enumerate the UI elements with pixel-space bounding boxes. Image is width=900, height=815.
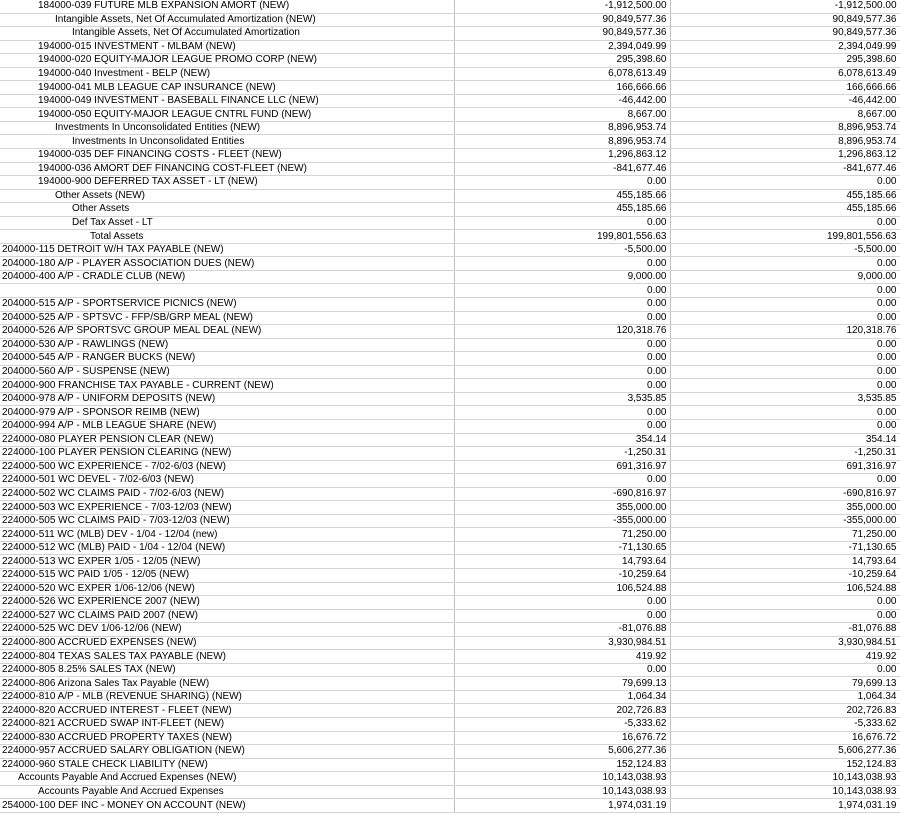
- amount-cell-col2[interactable]: 152,124.83: [670, 758, 900, 772]
- amount-cell-col2[interactable]: 8,896,953.74: [670, 121, 900, 135]
- amount-cell-col1[interactable]: -46,442.00: [454, 94, 670, 108]
- account-label-cell[interactable]: 204000-560 A/P - SUSPENSE (NEW): [0, 365, 454, 379]
- amount-cell-col1[interactable]: 0.00: [454, 298, 670, 312]
- amount-cell-col2[interactable]: 90,849,577.36: [670, 27, 900, 41]
- account-label-cell[interactable]: Other Assets (NEW): [0, 189, 454, 203]
- amount-cell-col2[interactable]: 79,699.13: [670, 677, 900, 691]
- amount-cell-col2[interactable]: 691,316.97: [670, 460, 900, 474]
- account-label-cell[interactable]: 224000-800 ACCRUED EXPENSES (NEW): [0, 636, 454, 650]
- amount-cell-col2[interactable]: 0.00: [670, 257, 900, 271]
- table-row[interactable]: [0, 460, 900, 474]
- amount-cell-col2[interactable]: 10,143,038.93: [670, 772, 900, 786]
- amount-cell-col1[interactable]: 0.00: [454, 352, 670, 366]
- account-label-cell[interactable]: 224000-501 WC DEVEL - 7/02-6/03 (NEW): [0, 474, 454, 488]
- table-row[interactable]: [0, 0, 900, 13]
- account-label-cell[interactable]: 194000-900 DEFERRED TAX ASSET - LT (NEW): [0, 176, 454, 190]
- amount-cell-col1[interactable]: 3,535.85: [454, 392, 670, 406]
- table-row[interactable]: [0, 176, 900, 190]
- table-row[interactable]: [0, 216, 900, 230]
- amount-cell-col1[interactable]: 355,000.00: [454, 501, 670, 515]
- account-label-cell[interactable]: 224000-960 STALE CHECK LIABILITY (NEW): [0, 758, 454, 772]
- table-row[interactable]: [0, 270, 900, 284]
- account-label-cell[interactable]: 204000-515 A/P - SPORTSERVICE PICNICS (NEW): [0, 298, 454, 312]
- table-row[interactable]: [0, 392, 900, 406]
- account-label-cell[interactable]: 194000-020 EQUITY-MAJOR LEAGUE PROMO CORP (NEW): [0, 54, 454, 68]
- amount-cell-col2[interactable]: 0.00: [670, 663, 900, 677]
- amount-cell-col1[interactable]: 419.92: [454, 650, 670, 664]
- amount-cell-col2[interactable]: 2,394,049.99: [670, 40, 900, 54]
- amount-cell-col2[interactable]: 419.92: [670, 650, 900, 664]
- account-label-cell[interactable]: Intangible Assets, Net Of Accumulated Amortization (NEW): [0, 13, 454, 27]
- account-label-cell[interactable]: 194000-049 INVESTMENT - BASEBALL FINANCE LLC (NEW): [0, 94, 454, 108]
- table-row[interactable]: [0, 799, 900, 813]
- table-row[interactable]: [0, 121, 900, 135]
- account-label-cell[interactable]: 224000-500 WC EXPERIENCE - 7/02-6/03 (NEW): [0, 460, 454, 474]
- amount-cell-col2[interactable]: -10,259.64: [670, 568, 900, 582]
- amount-cell-col1[interactable]: -5,500.00: [454, 243, 670, 257]
- table-row[interactable]: [0, 81, 900, 95]
- account-label-cell[interactable]: 224000-505 WC CLAIMS PAID - 7/03-12/03 (NEW): [0, 514, 454, 528]
- amount-cell-col2[interactable]: 16,676.72: [670, 731, 900, 745]
- table-row[interactable]: [0, 650, 900, 664]
- table-row[interactable]: [0, 284, 900, 298]
- amount-cell-col1[interactable]: 0.00: [454, 216, 670, 230]
- account-label-cell[interactable]: 204000-400 A/P - CRADLE CLUB (NEW): [0, 270, 454, 284]
- table-row[interactable]: [0, 447, 900, 461]
- account-label-cell[interactable]: 224000-502 WC CLAIMS PAID - 7/02-6/03 (NEW): [0, 487, 454, 501]
- amount-cell-col2[interactable]: 354.14: [670, 433, 900, 447]
- amount-cell-col2[interactable]: 3,535.85: [670, 392, 900, 406]
- table-row[interactable]: [0, 27, 900, 41]
- table-row[interactable]: [0, 541, 900, 555]
- amount-cell-col2[interactable]: 9,000.00: [670, 270, 900, 284]
- amount-cell-col2[interactable]: 1,296,863.12: [670, 149, 900, 163]
- account-label-cell[interactable]: 204000-978 A/P - UNIFORM DEPOSITS (NEW): [0, 392, 454, 406]
- table-row[interactable]: [0, 501, 900, 515]
- table-row[interactable]: [0, 54, 900, 68]
- amount-cell-col1[interactable]: 8,896,953.74: [454, 121, 670, 135]
- amount-cell-col1[interactable]: -1,250.31: [454, 447, 670, 461]
- amount-cell-col1[interactable]: 455,185.66: [454, 189, 670, 203]
- amount-cell-col1[interactable]: -690,816.97: [454, 487, 670, 501]
- table-row[interactable]: [0, 514, 900, 528]
- amount-cell-col1[interactable]: 0.00: [454, 419, 670, 433]
- account-label-cell[interactable]: 204000-525 A/P - SPTSVC - FFP/SB/GRP MEAL (NEW): [0, 311, 454, 325]
- account-label-cell[interactable]: 224000-957 ACCRUED SALARY OBLIGATION (NEW): [0, 745, 454, 759]
- table-row[interactable]: [0, 257, 900, 271]
- amount-cell-col1[interactable]: 1,064.34: [454, 690, 670, 704]
- table-row[interactable]: [0, 636, 900, 650]
- amount-cell-col2[interactable]: 0.00: [670, 176, 900, 190]
- account-label-cell[interactable]: 224000-821 ACCRUED SWAP INT-FLEET (NEW): [0, 717, 454, 731]
- table-row[interactable]: [0, 704, 900, 718]
- table-row[interactable]: [0, 352, 900, 366]
- table-row[interactable]: [0, 433, 900, 447]
- table-row[interactable]: [0, 149, 900, 163]
- amount-cell-col2[interactable]: 8,896,953.74: [670, 135, 900, 149]
- amount-cell-col2[interactable]: -71,130.65: [670, 541, 900, 555]
- table-row[interactable]: [0, 623, 900, 637]
- amount-cell-col2[interactable]: -5,333.62: [670, 717, 900, 731]
- table-row[interactable]: [0, 596, 900, 610]
- amount-cell-col1[interactable]: 0.00: [454, 311, 670, 325]
- account-label-cell[interactable]: 224000-830 ACCRUED PROPERTY TAXES (NEW): [0, 731, 454, 745]
- table-row[interactable]: [0, 609, 900, 623]
- amount-cell-col1[interactable]: 199,801,556.63: [454, 230, 670, 244]
- amount-cell-col2[interactable]: 8,667.00: [670, 108, 900, 122]
- amount-cell-col1[interactable]: 0.00: [454, 338, 670, 352]
- amount-cell-col2[interactable]: -355,000.00: [670, 514, 900, 528]
- account-label-cell[interactable]: 194000-050 EQUITY-MAJOR LEAGUE CNTRL FUND (NEW): [0, 108, 454, 122]
- account-label-cell[interactable]: 224000-080 PLAYER PENSION CLEAR (NEW): [0, 433, 454, 447]
- account-label-cell[interactable]: 204000-180 A/P - PLAYER ASSOCIATION DUES (NEW): [0, 257, 454, 271]
- account-label-cell[interactable]: Investments In Unconsolidated Entities: [0, 135, 454, 149]
- amount-cell-col1[interactable]: 10,143,038.93: [454, 785, 670, 799]
- account-label-cell[interactable]: 194000-040 Investment - BELP (NEW): [0, 67, 454, 81]
- amount-cell-col1[interactable]: 0.00: [454, 379, 670, 393]
- table-row[interactable]: [0, 162, 900, 176]
- table-row[interactable]: [0, 311, 900, 325]
- amount-cell-col1[interactable]: 0.00: [454, 257, 670, 271]
- amount-cell-col2[interactable]: 71,250.00: [670, 528, 900, 542]
- amount-cell-col2[interactable]: 355,000.00: [670, 501, 900, 515]
- account-label-cell[interactable]: Def Tax Asset - LT: [0, 216, 454, 230]
- amount-cell-col2[interactable]: 0.00: [670, 311, 900, 325]
- amount-cell-col2[interactable]: 0.00: [670, 474, 900, 488]
- amount-cell-col1[interactable]: 455,185.66: [454, 203, 670, 217]
- amount-cell-col1[interactable]: -355,000.00: [454, 514, 670, 528]
- account-label-cell[interactable]: 224000-810 A/P - MLB (REVENUE SHARING) (NEW): [0, 690, 454, 704]
- amount-cell-col1[interactable]: 10,143,038.93: [454, 772, 670, 786]
- amount-cell-col1[interactable]: 0.00: [454, 609, 670, 623]
- amount-cell-col1[interactable]: 8,896,953.74: [454, 135, 670, 149]
- table-row[interactable]: [0, 325, 900, 339]
- table-row[interactable]: [0, 108, 900, 122]
- account-label-cell[interactable]: 224000-100 PLAYER PENSION CLEARING (NEW): [0, 447, 454, 461]
- table-row[interactable]: [0, 203, 900, 217]
- amount-cell-col2[interactable]: 10,143,038.93: [670, 785, 900, 799]
- amount-cell-col1[interactable]: 0.00: [454, 284, 670, 298]
- account-label-cell[interactable]: Intangible Assets, Net Of Accumulated Amortization: [0, 27, 454, 41]
- amount-cell-col1[interactable]: -10,259.64: [454, 568, 670, 582]
- account-label-cell[interactable]: 204000-900 FRANCHISE TAX PAYABLE - CURRENT (NEW): [0, 379, 454, 393]
- amount-cell-col2[interactable]: 0.00: [670, 365, 900, 379]
- amount-cell-col2[interactable]: 0.00: [670, 298, 900, 312]
- account-label-cell[interactable]: 224000-512 WC (MLB) PAID - 1/04 - 12/04 (NEW): [0, 541, 454, 555]
- account-label-cell[interactable]: Other Assets: [0, 203, 454, 217]
- account-label-cell[interactable]: 224000-520 WC EXPER 1/06-12/06 (NEW): [0, 582, 454, 596]
- account-label-cell[interactable]: 204000-994 A/P - MLB LEAGUE SHARE (NEW): [0, 419, 454, 433]
- account-label-cell[interactable]: 254000-100 DEF INC - MONEY ON ACCOUNT (NEW): [0, 799, 454, 813]
- table-row[interactable]: [0, 474, 900, 488]
- table-row[interactable]: [0, 677, 900, 691]
- amount-cell-col1[interactable]: -5,333.62: [454, 717, 670, 731]
- amount-cell-col1[interactable]: 295,398.60: [454, 54, 670, 68]
- table-row[interactable]: [0, 663, 900, 677]
- amount-cell-col1[interactable]: 90,849,577.36: [454, 27, 670, 41]
- amount-cell-col1[interactable]: 354.14: [454, 433, 670, 447]
- table-row[interactable]: [0, 365, 900, 379]
- table-row[interactable]: [0, 731, 900, 745]
- amount-cell-col2[interactable]: -81,076.88: [670, 623, 900, 637]
- amount-cell-col1[interactable]: 16,676.72: [454, 731, 670, 745]
- amount-cell-col1[interactable]: 9,000.00: [454, 270, 670, 284]
- account-label-cell[interactable]: 224000-820 ACCRUED INTEREST - FLEET (NEW): [0, 704, 454, 718]
- amount-cell-col1[interactable]: 120,318.76: [454, 325, 670, 339]
- account-label-cell[interactable]: 204000-979 A/P - SPONSOR REIMB (NEW): [0, 406, 454, 420]
- table-row[interactable]: [0, 582, 900, 596]
- amount-cell-col1[interactable]: 14,793.64: [454, 555, 670, 569]
- table-row[interactable]: [0, 758, 900, 772]
- table-row[interactable]: [0, 230, 900, 244]
- account-label-cell[interactable]: 224000-526 WC EXPERIENCE 2007 (NEW): [0, 596, 454, 610]
- amount-cell-col1[interactable]: -71,130.65: [454, 541, 670, 555]
- amount-cell-col2[interactable]: -841,677.46: [670, 162, 900, 176]
- amount-cell-col1[interactable]: 1,974,031.19: [454, 799, 670, 813]
- table-row[interactable]: [0, 67, 900, 81]
- amount-cell-col1[interactable]: 106,524.88: [454, 582, 670, 596]
- table-row[interactable]: [0, 189, 900, 203]
- account-label-cell[interactable]: 194000-041 MLB LEAGUE CAP INSURANCE (NEW): [0, 81, 454, 95]
- amount-cell-col1[interactable]: 0.00: [454, 406, 670, 420]
- account-label-cell[interactable]: 204000-545 A/P - RANGER BUCKS (NEW): [0, 352, 454, 366]
- amount-cell-col2[interactable]: -5,500.00: [670, 243, 900, 257]
- amount-cell-col1[interactable]: 2,394,049.99: [454, 40, 670, 54]
- account-label-cell[interactable]: 224000-527 WC CLAIMS PAID 2007 (NEW): [0, 609, 454, 623]
- account-label-cell[interactable]: 224000-515 WC PAID 1/05 - 12/05 (NEW): [0, 568, 454, 582]
- table-row[interactable]: [0, 555, 900, 569]
- account-label-cell[interactable]: 224000-804 TEXAS SALES TAX PAYABLE (NEW): [0, 650, 454, 664]
- amount-cell-col2[interactable]: 90,849,577.36: [670, 13, 900, 27]
- table-row[interactable]: [0, 717, 900, 731]
- amount-cell-col2[interactable]: 202,726.83: [670, 704, 900, 718]
- account-label-cell[interactable]: 224000-525 WC DEV 1/06-12/06 (NEW): [0, 623, 454, 637]
- amount-cell-col2[interactable]: 455,185.66: [670, 203, 900, 217]
- amount-cell-col1[interactable]: 0.00: [454, 474, 670, 488]
- amount-cell-col1[interactable]: 202,726.83: [454, 704, 670, 718]
- account-label-cell[interactable]: Accounts Payable And Accrued Expenses: [0, 785, 454, 799]
- amount-cell-col2[interactable]: 0.00: [670, 419, 900, 433]
- amount-cell-col2[interactable]: -1,250.31: [670, 447, 900, 461]
- amount-cell-col1[interactable]: 3,930,984.51: [454, 636, 670, 650]
- amount-cell-col1[interactable]: 90,849,577.36: [454, 13, 670, 27]
- amount-cell-col2[interactable]: 455,185.66: [670, 189, 900, 203]
- table-row[interactable]: [0, 419, 900, 433]
- amount-cell-col1[interactable]: 1,296,863.12: [454, 149, 670, 163]
- amount-cell-col1[interactable]: 0.00: [454, 663, 670, 677]
- amount-cell-col2[interactable]: 199,801,556.63: [670, 230, 900, 244]
- account-label-cell[interactable]: 194000-035 DEF FINANCING COSTS - FLEET (NEW): [0, 149, 454, 163]
- amount-cell-col1[interactable]: -1,912,500.00: [454, 0, 670, 13]
- amount-cell-col1[interactable]: 71,250.00: [454, 528, 670, 542]
- account-label-cell[interactable]: Investments In Unconsolidated Entities (NEW): [0, 121, 454, 135]
- table-row[interactable]: [0, 745, 900, 759]
- account-label-cell[interactable]: 204000-530 A/P - RAWLINGS (NEW): [0, 338, 454, 352]
- account-label-cell[interactable]: 204000-526 A/P SPORTSVC GROUP MEAL DEAL (NEW): [0, 325, 454, 339]
- amount-cell-col1[interactable]: 691,316.97: [454, 460, 670, 474]
- table-row[interactable]: [0, 40, 900, 54]
- account-label-cell[interactable]: 224000-503 WC EXPERIENCE - 7/03-12/03 (NEW): [0, 501, 454, 515]
- amount-cell-col2[interactable]: 0.00: [670, 216, 900, 230]
- table-row[interactable]: [0, 135, 900, 149]
- table-row[interactable]: [0, 379, 900, 393]
- account-label-cell[interactable]: 194000-036 AMORT DEF FINANCING COST-FLEET (NEW): [0, 162, 454, 176]
- amount-cell-col2[interactable]: -690,816.97: [670, 487, 900, 501]
- amount-cell-col2[interactable]: 0.00: [670, 284, 900, 298]
- amount-cell-col2[interactable]: 3,930,984.51: [670, 636, 900, 650]
- amount-cell-col2[interactable]: 0.00: [670, 406, 900, 420]
- amount-cell-col1[interactable]: 5,606,277.36: [454, 745, 670, 759]
- amount-cell-col2[interactable]: 295,398.60: [670, 54, 900, 68]
- amount-cell-col2[interactable]: 5,606,277.36: [670, 745, 900, 759]
- amount-cell-col1[interactable]: 0.00: [454, 365, 670, 379]
- amount-cell-col2[interactable]: 0.00: [670, 609, 900, 623]
- amount-cell-col1[interactable]: 166,666.66: [454, 81, 670, 95]
- amount-cell-col2[interactable]: 1,974,031.19: [670, 799, 900, 813]
- amount-cell-col2[interactable]: 0.00: [670, 352, 900, 366]
- amount-cell-col2[interactable]: -1,912,500.00: [670, 0, 900, 13]
- account-label-cell[interactable]: 184000-039 FUTURE MLB EXPANSION AMORT (NEW): [0, 0, 454, 13]
- amount-cell-col2[interactable]: 166,666.66: [670, 81, 900, 95]
- table-row[interactable]: [0, 528, 900, 542]
- amount-cell-col2[interactable]: 120,318.76: [670, 325, 900, 339]
- amount-cell-col1[interactable]: 0.00: [454, 176, 670, 190]
- amount-cell-col1[interactable]: -81,076.88: [454, 623, 670, 637]
- table-row[interactable]: [0, 785, 900, 799]
- table-row[interactable]: [0, 772, 900, 786]
- amount-cell-col1[interactable]: 152,124.83: [454, 758, 670, 772]
- table-row[interactable]: [0, 568, 900, 582]
- account-label-cell[interactable]: 224000-511 WC (MLB) DEV - 1/04 - 12/04 (new): [0, 528, 454, 542]
- amount-cell-col1[interactable]: -841,677.46: [454, 162, 670, 176]
- amount-cell-col1[interactable]: 79,699.13: [454, 677, 670, 691]
- amount-cell-col2[interactable]: 6,078,613.49: [670, 67, 900, 81]
- account-label-cell[interactable]: 224000-806 Arizona Sales Tax Payable (NEW): [0, 677, 454, 691]
- amount-cell-col2[interactable]: 106,524.88: [670, 582, 900, 596]
- amount-cell-col2[interactable]: 0.00: [670, 596, 900, 610]
- table-row[interactable]: [0, 406, 900, 420]
- table-row[interactable]: [0, 13, 900, 27]
- account-label-cell[interactable]: 204000-115 DETROIT W/H TAX PAYABLE (NEW): [0, 243, 454, 257]
- table-row[interactable]: [0, 94, 900, 108]
- table-row[interactable]: [0, 338, 900, 352]
- amount-cell-col2[interactable]: 0.00: [670, 338, 900, 352]
- account-label-cell[interactable]: 224000-805 8.25% SALES TAX (NEW): [0, 663, 454, 677]
- account-label-cell[interactable]: 194000-015 INVESTMENT - MLBAM (NEW): [0, 40, 454, 54]
- amount-cell-col2[interactable]: 0.00: [670, 379, 900, 393]
- table-row[interactable]: [0, 690, 900, 704]
- table-row[interactable]: [0, 298, 900, 312]
- table-row[interactable]: [0, 243, 900, 257]
- amount-cell-col2[interactable]: 1,064.34: [670, 690, 900, 704]
- amount-cell-col2[interactable]: -46,442.00: [670, 94, 900, 108]
- amount-cell-col2[interactable]: 14,793.64: [670, 555, 900, 569]
- table-row[interactable]: [0, 487, 900, 501]
- amount-cell-col1[interactable]: 8,667.00: [454, 108, 670, 122]
- amount-cell-col1[interactable]: 0.00: [454, 596, 670, 610]
- account-label-cell[interactable]: [0, 284, 454, 298]
- account-label-cell[interactable]: Total Assets: [0, 230, 454, 244]
- account-label-cell[interactable]: 224000-513 WC EXPER 1/05 - 12/05 (NEW): [0, 555, 454, 569]
- amount-cell-col1[interactable]: 6,078,613.49: [454, 67, 670, 81]
- account-label-cell[interactable]: Accounts Payable And Accrued Expenses (NEW): [0, 772, 454, 786]
